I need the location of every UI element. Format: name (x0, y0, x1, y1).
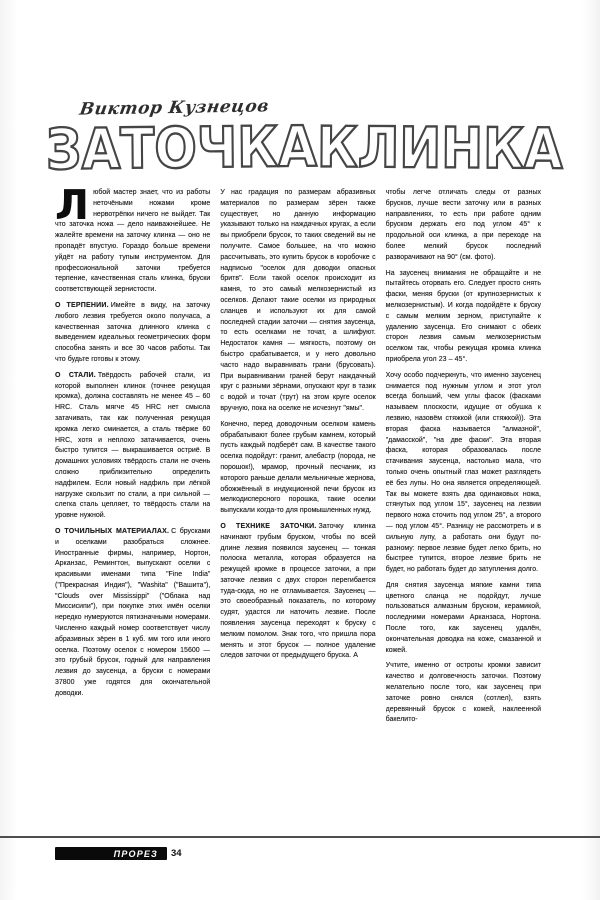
paragraph-text: чтобы легче отличать следы от разных брусков, лучше вести заточку или в разных направлениях, то есть при работе одним бруском держать его под углом 45° к продольной оси клинка, а при переходе на более мелкий брусок последний разворачивают на 90° (см. фото). (385, 189, 541, 261)
paragraph-text: Учтите, именно от остроты кромки зависит качество и долговечность заточки. Поэтому желательно после того, как заусенец при заточке ровно снялся (сотлел), взять деревянный брусок с кожей, наклеенной бакелито- (385, 662, 541, 724)
paragraph (220, 420, 375, 517)
paragraph-text: юбой мастер знает, что из работы неточёными ножами кроме нервотрёпки ничего не выйдет. Так что заточка ножа — дело наиважнейшее. Не жалейте времени на заточку клинка — оно не пропадёт впустую. Гораздо больше времени уйдёт на работу тупым инструментом. Для профессиональной заточки требуется терпение, качественная сталь клинка, бруски соответствующей зернистости. (55, 189, 211, 294)
magazine-name: ПРОРЕЗ (113, 848, 158, 859)
paragraph (386, 581, 541, 657)
paragraph (55, 371, 210, 522)
article-title (45, 114, 563, 183)
runin-heading: О ТЕРПЕНИИ. (55, 301, 109, 309)
footer (55, 847, 182, 860)
paragraph-text: Для снятия заусенца мягкие камни типа цветного сланца не подойдут, лучше пользоваться алмазным бруском, керамикой, последними номерами Арканзаса, Нортона. После того, как заусенец удалён, окончательная доводка на коже, смазанной и кожей. (385, 581, 541, 654)
paragraph-text: На заусенец внимания не обращайте и не пытайтесь оторвать его. Следует просто снять фаски, меняя бруски (от крупнозернистых к мелкозернистым). И когда подойдёте к бруску с самым мелким зерном, приступайте к удалению заусенца. Его снимают с обеих сторон лезвия самым мелкозернистым оселком так, чтобы режущая кромка клинка приобрела угол 23 – 45°. (385, 269, 541, 363)
paragraph (55, 527, 210, 700)
page-number: 34 (171, 848, 182, 859)
paragraph-text: Заточку клинка начинают грубым бруском, чтобы по всей длине лезвия появился заусенец — тонкая полоска металла, которая образуется на режущей кромке в процессе заточки, а при заточке лезвия с двух сторон перегибается туда-сюда, но не отламывается. Заусенец — это своеобразный показатель, по которому судят, удастся ли наточить лезвие. После появления заусенца переходят к бруску с мелким помолом. Знак того, что пришла пора менять и этот брусок — полное удаление следов заточки от предыдущего бруска. А (220, 522, 376, 660)
paragraph (220, 522, 375, 662)
column-3 (386, 188, 541, 834)
paragraph (220, 188, 375, 415)
runin-heading: О ТОЧИЛЬНЫХ МАТЕРИАЛАХ. (55, 527, 170, 535)
footer-divider (0, 836, 600, 838)
drop-cap: Л (55, 188, 90, 229)
author-signature: Виктор Кузнецов (78, 96, 271, 120)
paragraph (386, 371, 541, 576)
paragraph (386, 661, 541, 726)
article-body (55, 188, 541, 834)
paragraph (55, 301, 210, 366)
magazine-badge (55, 847, 167, 860)
column-2 (220, 188, 375, 834)
paragraph (386, 269, 541, 366)
paragraph-text: Имейте в виду, на заточку любого лезвия требуется около получаса, а качественная заточка длинного клинка с выведением идеальных геометрических форм способна занять и все 30 часов работы. Так что будьте готовы к этому. (55, 301, 211, 363)
paragraph-text: У нас градация по размерам абразивных материалов по размерам зёрен также существует, но данную информацию указывают только на наждачных кругах, а если вы приобрели брусок, то таких сведений вы не получите. Самое большее, на что можно рассчитывать, это купить брусок в коробочке с надписью "оселок для доводки опасных бритв". Если такой оселок происходит из камня, то это самый мелкозернистый из оселков. Делают такие оселки из природных сланцев и используют их для самой последней стадии заточки — снятия заусенца, то есть оселками не точат, а шлифуют. Недостаток камня — мягкость, поэтому он быстро срабатывается, и у него довольно часто надо выравнивать грани (брусовать). При выравнивании граней берут наждачный круг с разными зёрнами, опускают круг в тазик с водой и точат (трут) на этом круге оселок вручную, пока на оселке не исчезнут "ямы". (220, 189, 376, 412)
paragraph (386, 188, 541, 264)
runin-heading: О СТАЛИ. (55, 371, 96, 379)
paragraph-text: С брусками и оселками разобраться сложнее. Иностранные фирмы, например, Нортон, Арканзас, Ремингтон, выпускают оселки с красивыми именами типа "Fine India" ("Прекрасная Индия"), "Washita" ("Вашита"), "Clouds over Mississippi" ("Облака над Миссисипи"), при покупке этих имён оселки нередко нумеруются пятизначными номерами. Численно каждый номер соответствует числу абразивных зёрен в 1 куб. мм того или иного оселка. Поэтому оселок с номером 15600 — это грубый брусок, годный для направления лезвия до заусенца, а бруски с номерами 37800 уже годятся для окончательной доводки. (55, 527, 211, 697)
runin-heading: О ТЕХНИКЕ ЗАТОЧКИ. (220, 522, 317, 530)
column-1 (55, 188, 210, 834)
paragraph-text: Конечно, перед доводочным оселком камень обрабатывают более грубым камнем, который пусть каждый подберёт сам. В качестве такого оселка подойдут: гранит, алебастр (порода, не порошок!), мрамор, прочный песчаник, из которого раньше делали мельничные жернова, обожжённый в индукционной печи брусок из мелкодисперсного порошка, такие оселки выпускали когда-то для промышленных нужд. (220, 420, 376, 515)
paragraph (55, 188, 210, 296)
paragraph-text: Твёрдость рабочей стали, из которой выполнен клинок (точнее режущая кромка), должна составлять не менее 45 – 60 HRC. Сталь мягче 45 HRC нет смысла затачивать, так как полученная режущая кромка легко сминается, а сталь твёрже 60 HRC, хотя и неплохо затачивается, очень быстро тупится — выкрашивается остриё. В домашних условиях твёрдость стали не очень сложно приблизительно определить надфилем. Если новый надфиль при лёгкой нагрузке скользит по стали, а при сильной — слегка сталь цепляет, то твёрдость стали на уровне нужной. (55, 371, 211, 520)
article-title-word-1: ЗАТОЧКА (45, 114, 318, 183)
article-title-word-2: КЛИНКА (316, 114, 563, 182)
paragraph-text: Хочу особо подчеркнуть, что именно заусенец снимается под нужным углом и этот угол всегда больший, чем углы фасок (фасками называем плоскости, идущие от обушка к лезвию, назовём стяжкой (или стяжкой)). Эта вторая фаска называется "алмазной", "дамасской", "на две фаски". Эта вторая фаска, которая образовалась после стачивания заусенца, настолько мала, что только очень опытный глаз может разглядеть её без лупы. Но она является определяющей. Так вы можете взять два одинаковых ножа, стянутых под углом 15°, заусенец на лезвии первого ножа сточить под углом 25°, а второго — под углом 45°. Разницу не рассмотреть и в сильную лупу, а работать они будут по-разному: первое лезвие будет легко брить, но быстрее тупится, второе лезвие брить не будет, но работать будет до затупления долго. (385, 371, 541, 574)
